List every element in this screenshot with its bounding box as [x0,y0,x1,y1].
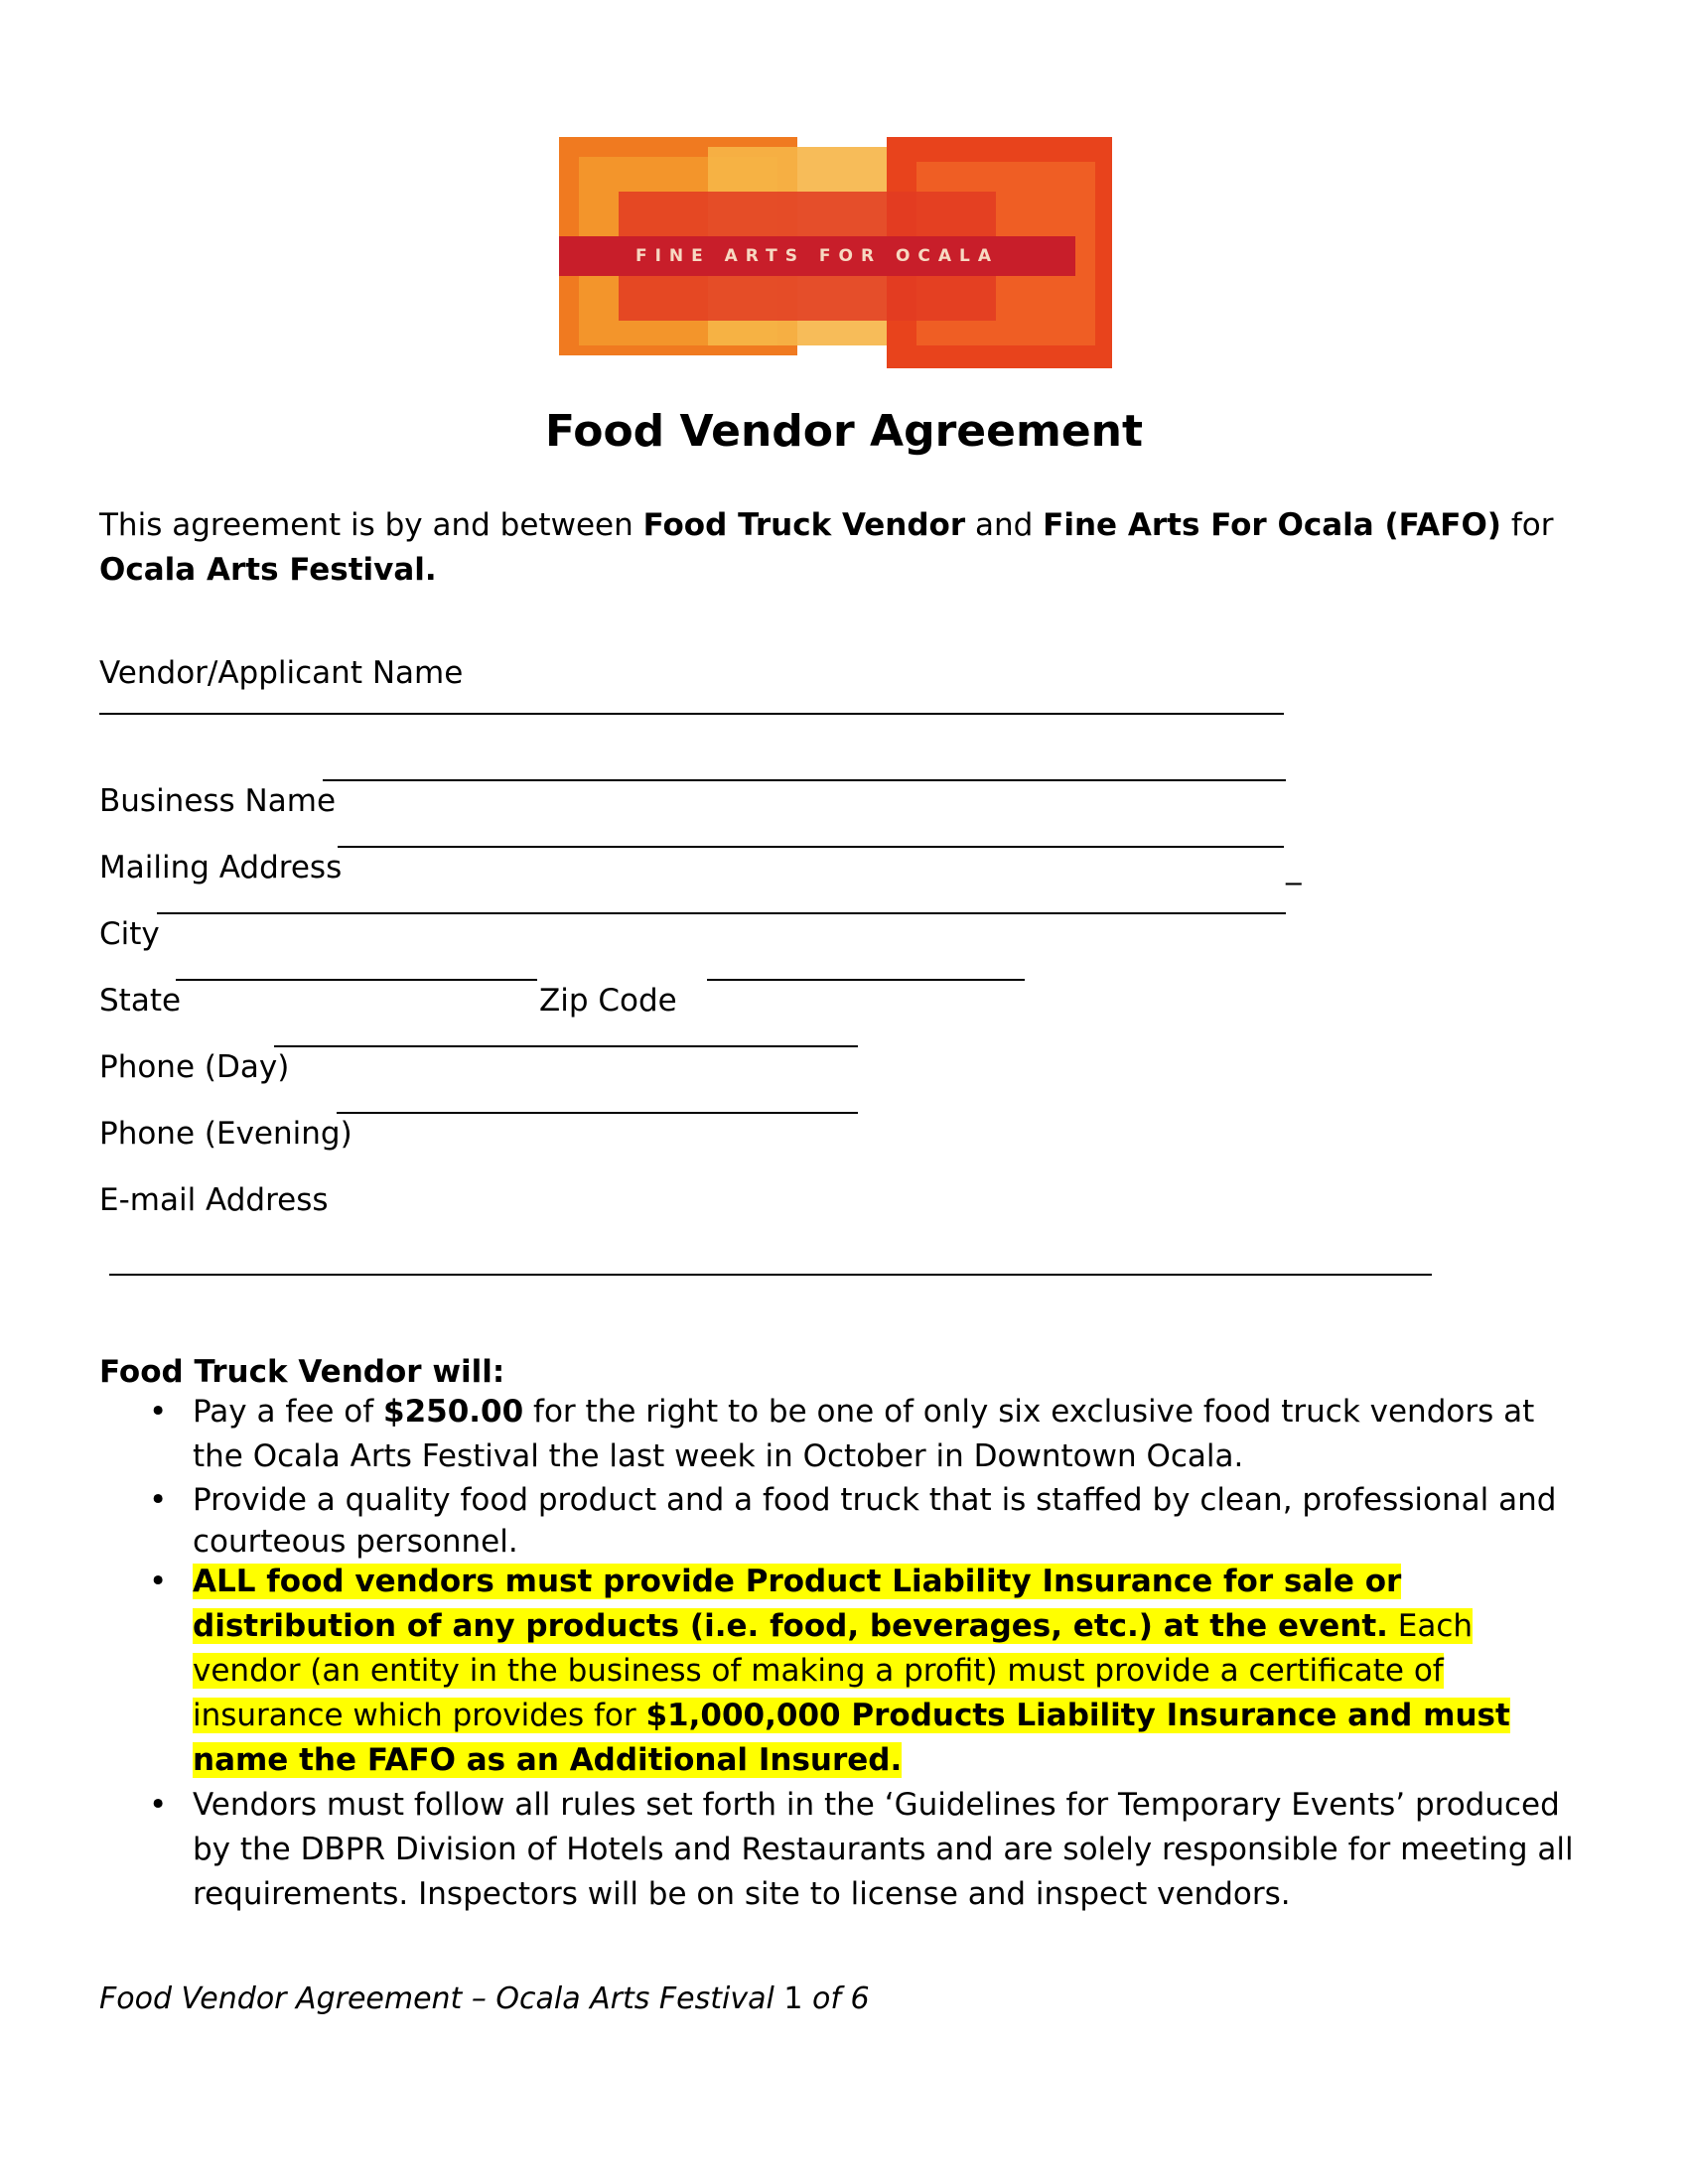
insurance-requirement-highlight: ALL food vendors must provide Product Liability Insurance for sale or distribution of any products (i.e. food, beverages, etc.) at the event. Each vendor (an entity in the business of making a profit) must provide a certificate of insurance which provides for $1,000,000 Products Liability Insurance and must name the FAFO as an Additional Insured. [193,1564,1510,1778]
fee-amount: $250.00 [383,1394,524,1430]
bullet-icon: • [149,1564,168,1599]
section-heading: Food Truck Vendor will: [99,1354,505,1390]
email-field[interactable] [109,1274,1432,1276]
email-label: E-mail Address [99,1182,329,1218]
list-item: • Provide a quality food product and a food truck that is staffed by clean, professional and courteous personnel. [99,1479,1589,1563]
mailing-address-label: Mailing Address [99,850,343,886]
bullet-icon: • [149,1787,168,1823]
state-field[interactable] [176,979,537,981]
page-title: Food Vendor Agreement [544,406,1144,457]
list-item [99,1560,1589,1783]
mailing-address-suffix: _ [1286,850,1302,886]
list-item: • Pay a fee of $250.00 for the right to be one of only six exclusive food truck vendors at the Ocala Arts Festival the last week in October in Downtown Ocala. [99,1390,1589,1479]
list-item: • Vendors must follow all rules set forth in the ‘Guidelines for Temporary Events’ produced by the DBPR Division of Hotels and Restaurants and are solely responsible for meeting all requirements. Inspectors will be on site to license and inspect vendors. [99,1783,1589,1917]
zip-code-label: Zip Code [539,983,677,1019]
party-food-truck-vendor: Food Truck Vendor [642,507,966,543]
logo-wordmark: FINE ARTS FOR OCALA [634,246,1000,266]
mailing-address-field[interactable] [338,846,1284,848]
phone-day-label: Phone (Day) [99,1049,290,1085]
business-name-field[interactable] [323,779,1286,781]
phone-evening-field[interactable] [337,1112,858,1114]
phone-evening-label: Phone (Evening) [99,1116,352,1152]
obligations-list [99,1390,1589,1917]
bullet-icon: • [149,1394,168,1430]
vendor-name-field[interactable] [99,713,1284,715]
bullet-icon: • [149,1482,168,1518]
state-label: State [99,983,182,1019]
intro-line-1: This agreement is by and between Food Truck Vendor and Fine Arts For Ocala (FAFO) for [99,507,1554,543]
vendor-name-label: Vendor/Applicant Name [99,655,464,691]
city-field[interactable] [157,912,1286,914]
page-footer: Food Vendor Agreement – Ocala Arts Festival 1 of 6 [99,1981,870,2016]
event-name: Ocala Arts Festival. [99,552,437,588]
phone-day-field[interactable] [274,1045,858,1047]
city-label: City [99,916,160,952]
fine-arts-for-ocala-logo [559,137,1112,368]
business-name-label: Business Name [99,783,337,819]
intro-line-2 [99,550,437,590]
party-fafo: Fine Arts For Ocala (FAFO) [1043,507,1501,543]
zip-code-field[interactable] [707,979,1025,981]
page-number: 1 [783,1981,803,2016]
